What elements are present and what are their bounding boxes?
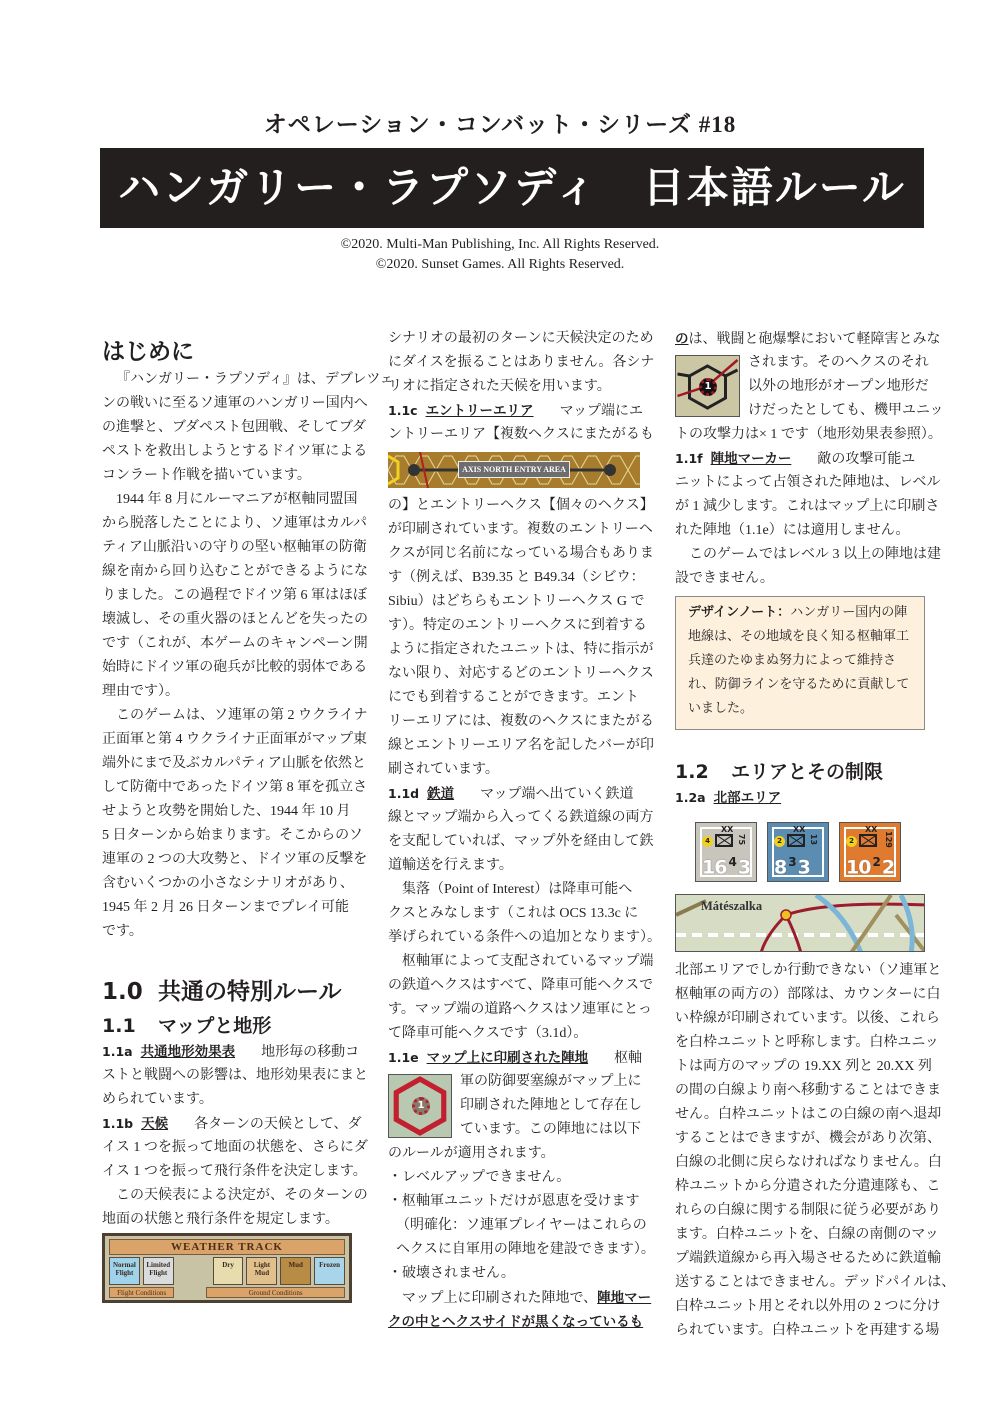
text-line <box>388 1310 644 1334</box>
movement-value: 4 <box>728 855 736 869</box>
weather-footer <box>109 1287 345 1298</box>
rule-first-line <box>102 1112 362 1136</box>
text-line: 地面の状態と飛行条件を規定します。 <box>102 1212 339 1227</box>
text-line: 印刷された陣地として存在し <box>460 1098 642 1113</box>
heading-1-1 <box>102 1012 352 1040</box>
emphasis-text: の <box>675 331 689 347</box>
text-line: の間の白線より南へ移動することはできま <box>675 1083 941 1098</box>
flight-conditions-label: Flight Conditions <box>109 1287 174 1298</box>
unit-counter <box>839 822 901 882</box>
text-line: 壊滅し、その重火器のほとんどを失ったの <box>102 612 368 627</box>
emphasis-text: クの中とヘクスサイドが黒くなっているも <box>388 1314 644 1330</box>
text-line: です（これが、本ゲームのキャンペーン開 <box>102 636 368 651</box>
paragraph <box>675 327 941 351</box>
paragraph <box>388 878 661 950</box>
text-line: れ、防御ラインを守るために貢献して <box>688 677 910 692</box>
rule-title: エントリーエリア <box>425 403 534 419</box>
map-town-label: Mátészalka <box>701 899 763 913</box>
text-line: 軍の防御要塞線がマップ上に <box>460 1074 642 1089</box>
section-title: はじめに <box>102 339 194 365</box>
text-line: 枢軸軍の両方の）部隊は、カウンターに白 <box>675 987 941 1002</box>
rule-number: 1.1b <box>102 1116 134 1131</box>
text-line: ニットによって占領された陣地は、レベル <box>675 475 941 490</box>
text-line: 地線は、その地域を良く知る枢軸軍工 <box>688 629 910 644</box>
heading-intro <box>102 336 352 368</box>
paragraph <box>388 327 655 399</box>
rule-title: マップ上に印刷された陣地 <box>426 1050 589 1066</box>
text-line: 線を南から回り込むことができるようにな <box>102 564 368 579</box>
entry-area-label: AXIS NORTH ENTRY AREA <box>458 461 570 478</box>
list-item <box>388 1190 655 1262</box>
paragraph <box>102 488 368 704</box>
unit-strength <box>702 855 750 878</box>
text-line: されます。そのヘクスのそれ <box>748 355 929 370</box>
movement-value: 2 <box>872 855 880 869</box>
paragraph <box>675 543 941 591</box>
text-line: です。 <box>102 924 143 939</box>
text-line: の】とエントリーヘクス【個々のヘクス】 <box>388 498 654 513</box>
heading-1-0 <box>102 976 352 1008</box>
text-span: 敵の攻撃可能ユ <box>817 452 916 467</box>
section-number: 1.0 <box>102 979 143 1005</box>
unit-size: XX <box>793 825 806 834</box>
rule-1-1f <box>675 447 941 543</box>
weather-box: Normal Flight <box>109 1257 140 1285</box>
unit-circle-value: 2 <box>846 836 857 847</box>
text-span: マップ端へ出ていく鉄道 <box>480 787 634 802</box>
weather-box: Light Mud <box>246 1257 277 1285</box>
heading-1-2 <box>675 758 925 786</box>
rule-number: 1.2a <box>675 790 706 805</box>
text-line: 始時にドイツ軍の砲兵が比較的弱体である <box>102 660 368 675</box>
text-line: せん。白枠ユニットはこの白線の南へ退却 <box>675 1107 942 1122</box>
text-line <box>675 327 941 351</box>
ground-conditions-label: Ground Conditions <box>206 1287 345 1298</box>
text-line: ペストを救出しようとするドイツ軍による <box>102 444 368 459</box>
unit-strength <box>846 855 894 878</box>
text-line: 白枠ユニット用とそれ以外用の 2 つに分け <box>675 1299 941 1314</box>
infantry-symbol-icon <box>715 834 733 847</box>
text-line: クスが同じ名前になっている場合もありま <box>388 546 654 561</box>
text-line: トの攻撃力は× 1 です（地形効果表参照）。 <box>675 427 942 442</box>
text-line: せようと攻勢を開始した、1944 年 10 月 <box>102 804 351 819</box>
design-note-box <box>675 596 925 730</box>
column-left <box>102 336 394 1303</box>
figure-printed-fortification <box>388 1074 452 1138</box>
emphasis-text: 陣地マー <box>597 1290 652 1306</box>
paragraph <box>388 494 654 782</box>
text-line: トは両方のマップの 19.XX 列と 20.XX 列 <box>675 1059 932 1074</box>
text-line: す（例えば、B39.35 と B49.34（シビウ： <box>388 570 645 585</box>
text-line <box>388 1286 652 1310</box>
section-number: 1.2 <box>675 761 709 783</box>
text-line: 北部エリアでしか行動できない（ソ連軍と <box>675 963 942 978</box>
text-line <box>688 601 914 625</box>
figure-printed-fortification <box>675 355 740 417</box>
unit-size: XX <box>721 825 734 834</box>
text-line: 刷されています。 <box>388 762 499 777</box>
text-line: 線とエントリーエリア名を記したバーが印 <box>388 738 654 753</box>
attack-value: 10 <box>846 856 871 879</box>
text-line: い枠線が印刷されています。以後、これら <box>675 1011 940 1026</box>
unit-id: 75 <box>737 833 747 846</box>
text-line: ・枢軸軍ユニットだけが恩恵を受けます <box>388 1194 640 1209</box>
weather-boxes <box>109 1257 345 1285</box>
text-line: ています。この陣地には以下 <box>460 1122 641 1137</box>
text-line: 集落（Point of Interest）は降車可能へ <box>402 882 633 897</box>
rule-number: 1.1e <box>388 1050 419 1065</box>
text-line: 含むいくつかの小さなシナリオがあり、 <box>102 876 354 891</box>
series-title: オペレーション・コンバット・シリーズ #18 <box>263 112 737 137</box>
section-title: エリアとその制限 <box>731 761 884 783</box>
text-line: することはできますが、機会があり次第、 <box>675 1131 941 1146</box>
paragraph <box>675 959 956 1343</box>
unit-id: 13 <box>809 833 819 846</box>
text-line: 1944 年 8 月にルーマニアが枢軸同盟国 <box>116 492 358 507</box>
text-line: コンラート作戦を描いています。 <box>102 468 311 483</box>
text-span: 各ターンの天候として、ダ <box>194 1117 362 1132</box>
rule-title: 天候 <box>141 1116 169 1132</box>
text-line: れた陣地（1.1e）には適用しません。 <box>675 523 910 538</box>
text-line: 以外の地形がオープン地形だ <box>748 379 929 394</box>
copyright-sunset: ©2020. Sunset Games. All Rights Reserved. <box>375 257 625 272</box>
rule-title: 北部エリア <box>713 790 782 806</box>
bullet-list <box>388 1166 655 1286</box>
figure-northern-map <box>675 894 925 952</box>
rule-first-line <box>102 1040 360 1064</box>
text-line: す）。特定のエントリーヘクスに到着する <box>388 618 647 633</box>
text-line: ンの戦いに至るソ連軍のハンガリー国内へ <box>102 396 368 411</box>
list-item <box>388 1166 640 1190</box>
weather-box: Frozen <box>314 1257 345 1285</box>
text-line: にダイスを振ることはありません。各シナ <box>388 355 655 370</box>
unit-counter <box>695 822 757 882</box>
paragraph <box>102 1184 368 1232</box>
rule-number: 1.1d <box>388 786 420 801</box>
text-line: いました。 <box>688 701 754 716</box>
fortification-level-marker: 1 <box>699 378 717 396</box>
rule-title: 共通地形効果表 <box>140 1044 236 1060</box>
text-line: ・破壊されません。 <box>388 1266 515 1281</box>
text-line: 1945 年 2 月 26 日ターンまでプレイ可能 <box>102 900 349 915</box>
text-line: を支配していれば、マップ外を経由して鉄 <box>388 834 654 849</box>
paragraph <box>388 1286 652 1334</box>
text-line: このゲームは、ソ連軍の第 2 ウクライナ <box>116 708 368 723</box>
rule-title: 陣地マーカー <box>710 451 792 467</box>
text-line: ・レベルアップできません。 <box>388 1170 571 1185</box>
text-line: リオに指定された天候を用います。 <box>388 379 611 394</box>
text-span: マップ上に印刷された陣地で、 <box>402 1291 598 1306</box>
text-line: の進撃と、ブダペスト包囲戦、そしてブダ <box>102 420 367 435</box>
defense-value: 3 <box>737 856 751 879</box>
text-line: ように指定されたユニットは、特に指示が <box>388 642 654 657</box>
unit-strength <box>774 855 810 878</box>
text-line: 枢軸軍によって支配されているマップ端 <box>402 954 654 969</box>
text-line: が 1 減少します。これはマップ上に印刷さ <box>675 499 940 514</box>
rule-1-1e <box>388 1046 643 1070</box>
weather-box: Dry <box>213 1257 244 1285</box>
text-line: ティア山脈沿いの守りの堅い枢軸軍の防衛 <box>102 540 367 555</box>
fortification-level-marker: 1 <box>412 1097 430 1115</box>
rule-1-1b <box>102 1112 368 1184</box>
text-line: 道輸送を行えます。 <box>388 858 513 873</box>
text-line: れらの白線に関する制限に従う必要があり <box>675 1203 941 1218</box>
text-line: 兵達のたゆまぬ努力によって維持さ <box>688 653 897 668</box>
rule-title: 鉄道 <box>427 786 455 802</box>
list-item <box>388 1262 640 1286</box>
text-span: は、戦闘と砲爆撃において軽障害とみな <box>688 332 941 347</box>
text-line: 送することはできません。デッドパイルは、 <box>675 1275 956 1290</box>
text-line: 正面軍と第 4 ウクライナ正面軍がマップ東 <box>102 732 368 747</box>
section-title: マップと地形 <box>158 1015 272 1037</box>
text-line: の鉄道ヘクスはすべて、降車可能ヘクスで <box>388 978 654 993</box>
unit-circle-value: 2 <box>774 836 785 847</box>
rule-1-2a <box>675 786 925 810</box>
rule-number: 1.1a <box>102 1044 133 1059</box>
paragraph <box>388 950 654 1046</box>
paragraph <box>102 368 394 488</box>
rule-first-line <box>388 399 644 423</box>
section-number: 1.1 <box>102 1015 136 1037</box>
copyright-mmp: ©2020. Multi-Man Publishing, Inc. All Rights Reserved. <box>340 237 660 252</box>
text-span: 枢軸 <box>614 1051 643 1066</box>
text-line: 端外にまで及ぶカルパティア山脈を依然と <box>102 756 366 771</box>
text-line: クスとみなします（これは OCS 13.3c に <box>388 906 639 921</box>
section-title: 共通の特別ルール <box>158 979 342 1005</box>
text-line: プ端鉄道線から再入場させるために鉄道輸 <box>675 1251 941 1266</box>
design-note-label: デザインノート： <box>688 605 791 620</box>
attack-value: 8 <box>774 856 787 879</box>
text-line: 5 日ターンから始まります。そこからのソ <box>102 828 363 843</box>
rule-first-line <box>388 782 640 806</box>
text-line: ます。白枠ユニットを、白線の南側のマッ <box>675 1227 939 1242</box>
unit-id: 129 <box>883 831 893 848</box>
text-line: 枠ユニットから分遣された分遣連隊も、こ <box>675 1179 941 1194</box>
text-line: この天候表による決定が、そのターンの <box>116 1188 368 1203</box>
unit-counter <box>767 822 829 882</box>
infantry-symbol-icon <box>859 834 877 847</box>
rule-1-1d <box>388 782 654 878</box>
text-line: りました。この過程でドイツ第 6 軍はほぼ <box>102 588 368 603</box>
figure-white-border-counters <box>695 822 925 882</box>
text-line: 設できません。 <box>675 571 774 586</box>
text-line: 線とマップ端から入ってくる鉄道線の両方 <box>388 810 654 825</box>
text-line: 『ハンガリー・ラプソディ』は、デブレツェ <box>116 372 394 387</box>
text-line: ストと戦闘への影響は、地形効果表にまと <box>102 1068 368 1083</box>
text-line: （明確化：ソ連軍プレイヤーはこれらの <box>396 1218 647 1233</box>
text-line: にでも到着することができます。エント <box>388 690 639 705</box>
text-span: 地形毎の移動コ <box>261 1045 360 1060</box>
text-line: このゲームではレベル 3 以上の陣地は建 <box>689 547 941 562</box>
defense-value: 3 <box>797 856 810 879</box>
rule-first-line <box>388 1046 643 1070</box>
text-line: が印刷されています。複数のエントリーヘ <box>388 522 653 537</box>
rule-first-line <box>675 786 925 810</box>
figure-entry-area <box>388 452 640 488</box>
text-span: ハンガリー国内の陣 <box>790 605 908 620</box>
rule-first-line <box>675 447 925 471</box>
rule-1-1c <box>388 399 654 447</box>
column-middle <box>388 327 661 1334</box>
text-line: から脱落したことにより、ソ連軍はカルパ <box>102 516 368 531</box>
weather-track-title: WEATHER TRACK <box>109 1239 345 1255</box>
text-line: イス 1 つを振って地面の状態を、さらにダ <box>102 1140 368 1155</box>
text-line: められています。 <box>102 1092 213 1107</box>
weather-box: Mud <box>280 1257 311 1285</box>
text-line: シナリオの最初のターンに天候決定のため <box>388 331 654 346</box>
weather-box: Limited Flight <box>143 1257 174 1285</box>
rule-number: 1.1f <box>675 451 703 466</box>
infantry-symbol-icon <box>787 834 805 847</box>
text-line: て降車可能ヘクスです（3.1d）。 <box>388 1026 588 1041</box>
text-line: ヘクスに自軍用の陣地を建設できます）。 <box>396 1242 655 1257</box>
unit-circle-value: 4 <box>702 836 713 847</box>
attack-value: 16 <box>702 856 727 879</box>
text-line: を白枠ユニットと呼称します。白枠ユニッ <box>675 1035 939 1050</box>
text-span: マップ端にエ <box>559 404 644 419</box>
text-line: ない限り、対応するどのエントリーヘクス <box>388 666 654 681</box>
text-line: 挙げられている条件への追加となります）。 <box>388 930 661 945</box>
movement-value: 3 <box>788 855 796 869</box>
rule-1-1a <box>102 1040 368 1112</box>
text-line: ントリーエリア【複数ヘクスにまたがるも <box>388 427 654 442</box>
text-line: のルールが適用されます。 <box>388 1146 555 1161</box>
text-line: Sibiu）はどちらもエントリーヘクス G で <box>388 594 645 609</box>
column-right <box>675 327 956 1343</box>
paragraph <box>102 704 368 944</box>
text-line: リーエリアには、複数のヘクスにまたがる <box>388 714 654 729</box>
text-line: して防衛中であったドイツ第 8 軍を孤立さ <box>102 780 368 795</box>
rule-number: 1.1c <box>388 403 418 418</box>
text-line: イス 1 つを振って飛行条件を決定します。 <box>102 1164 367 1179</box>
text-line: 白線の北側に戻らなければなりません。白 <box>675 1155 942 1170</box>
document-title: ハンガリー・ラプソディ 日本語ルール <box>100 148 924 228</box>
text-line: 理由です）。 <box>102 684 179 699</box>
text-line: 連軍の 2 つの大攻勢と、ドイツ軍の反撃を <box>102 852 368 867</box>
text-line: す。マップ端の道路ヘクスはソ連軍にとっ <box>388 1002 652 1017</box>
text-line: けだったとしても、機甲ユニッ <box>748 403 944 418</box>
unit-size: XX <box>865 825 878 834</box>
defense-value: 2 <box>881 856 895 879</box>
figure-weather-track <box>102 1233 352 1303</box>
text-line: られています。白枠ユニットを再建する場 <box>675 1323 940 1338</box>
